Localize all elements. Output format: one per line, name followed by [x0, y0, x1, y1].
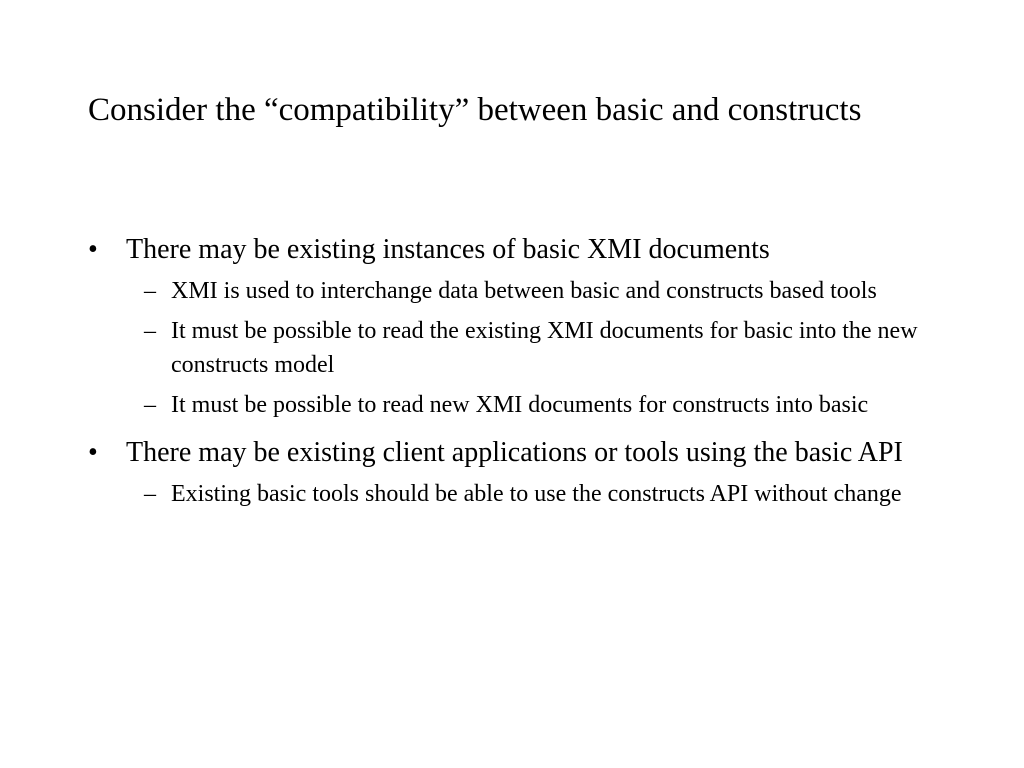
bullet-marker: •: [88, 234, 98, 265]
dash-marker: –: [144, 481, 156, 507]
bullet-list: [88, 229, 948, 521]
sub-bullet-item: [126, 388, 948, 422]
sub-bullet-text: It must be possible to read new XMI documents for constructs into basic: [171, 392, 869, 418]
dash-marker: –: [144, 392, 156, 418]
sub-bullet-list: [126, 477, 948, 511]
bullet-text: There may be existing instances of basic XMI documents: [126, 234, 770, 265]
sub-bullet-item: [126, 477, 948, 511]
dash-marker: –: [144, 318, 156, 344]
sub-bullet-item: [126, 314, 948, 382]
bullet-marker: •: [88, 437, 98, 468]
slide-title: Consider the “compatibility” between basic and constructs: [88, 92, 862, 128]
sub-bullet-text: It must be possible to read the existing XMI documents for basic into the new constructs model: [171, 318, 918, 378]
sub-bullet-item: [126, 274, 948, 308]
bullet-text: There may be existing client applications or tools using the basic API: [126, 437, 903, 468]
dash-marker: –: [144, 278, 156, 304]
sub-bullet-list: [126, 274, 948, 422]
bullet-item: [88, 229, 948, 422]
sub-bullet-text: Existing basic tools should be able to use the constructs API without change: [171, 481, 902, 507]
sub-bullet-text: XMI is used to interchange data between basic and constructs based tools: [171, 278, 877, 304]
bullet-item: [88, 432, 948, 511]
